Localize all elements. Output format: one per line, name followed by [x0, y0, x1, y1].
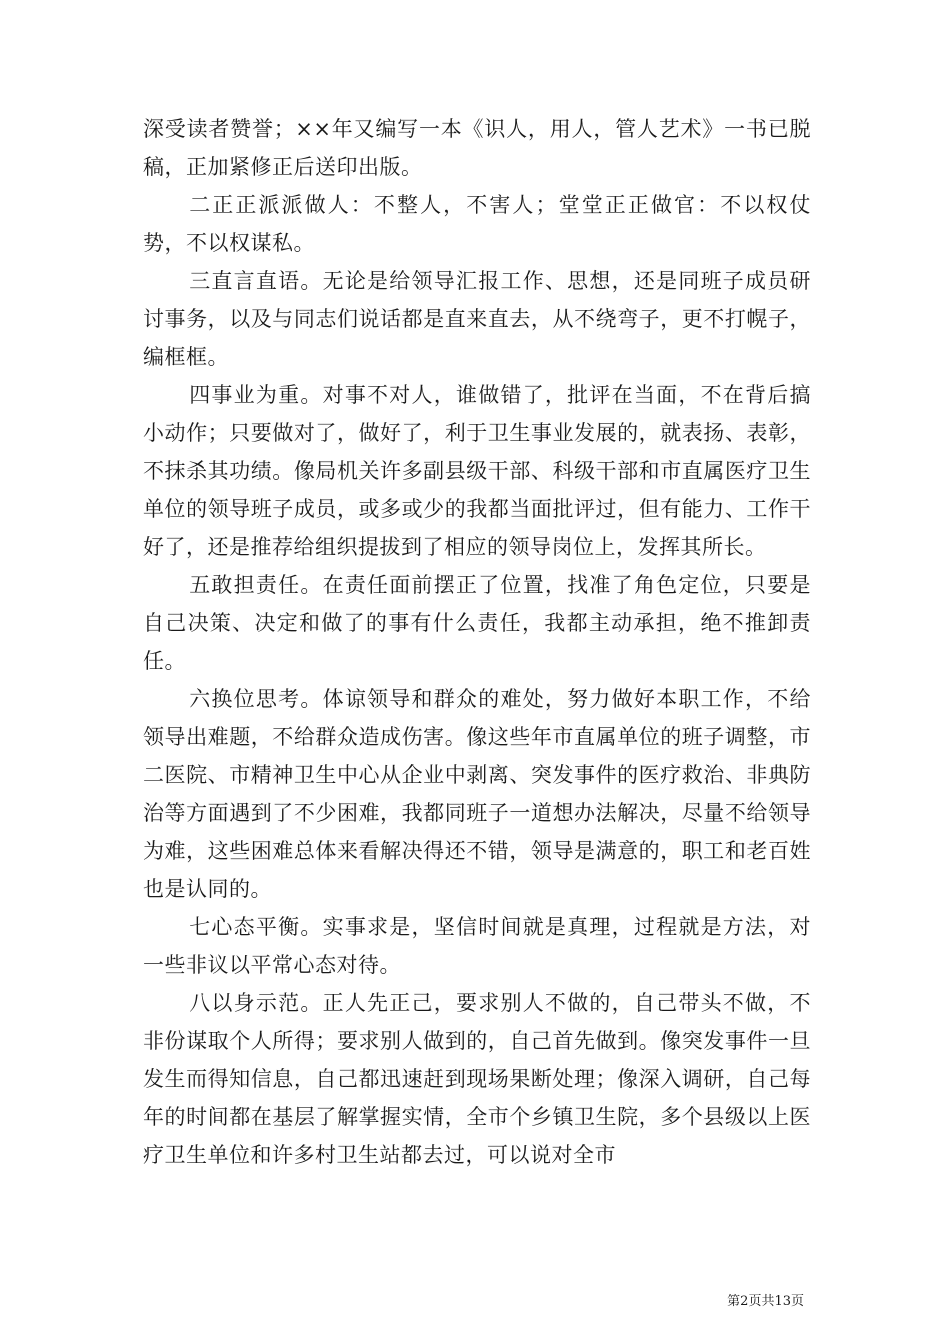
- paragraph-item-3: 三直言直语。无论是给领导汇报工作、思想，还是同班子成员研讨事务，以及与同志们说话都是直来直去，从不绕弯子，更不打幌子，编框框。: [143, 269, 811, 369]
- page-number-footer: 第2页共13页: [727, 1294, 804, 1309]
- paragraph-item-8: 八以身示范。正人先正己，要求别人不做的，自己带头不做，不非份谋取个人所得；要求别人做到的，自己首先做到。像突发事件一旦发生而得知信息，自己都迅速赶到现场果断处理；像深入调研，自己每年的时间都在基层了解掌握实情，全市个乡镇卫生院，多个县级以上医疗卫生单位和许多村卫生站都去过，可以说对全市: [143, 991, 811, 1167]
- paragraph-item-2: 二正正派派做人：不整人，不害人；堂堂正正做官：不以权仗势，不以权谋私。: [143, 193, 811, 255]
- document-body: [143, 110, 811, 1174]
- paragraph-item-5: 五敢担责任。在责任面前摆正了位置，找准了角色定位，只要是自己决策、决定和做了的事有什么责任，我都主动承担，绝不推卸责任。: [143, 573, 811, 673]
- paragraph-continued: 深受读者赞誉；××年又编写一本《识人，用人，管人艺术》一书已脱稿，正加紧修正后送印出版。: [143, 117, 811, 179]
- paragraph-item-4: 四事业为重。对事不对人，谁做错了，批评在当面，不在背后搞小动作；只要做对了，做好了，利于卫生事业发展的，就表扬、表彰，不抹杀其功绩。像局机关许多副县级干部、科级干部和市直属医疗卫生单位的领导班子成员，或多或少的我都当面批评过，但有能力、工作干好了，还是推荐给组织提拔到了相应的领导岗位上，发挥其所长。: [143, 383, 811, 559]
- paragraph-item-6: 六换位思考。体谅领导和群众的难处，努力做好本职工作，不给领导出难题，不给群众造成伤害。像这些年市直属单位的班子调整，市二医院、市精神卫生中心从企业中剥离、突发事件的医疗救治、非典防治等方面遇到了不少困难，我都同班子一道想办法解决，尽量不给领导为难，这些困难总体来看解决得还不错，领导是满意的，职工和老百姓也是认同的。: [143, 687, 811, 901]
- paragraph-item-7: 七心态平衡。实事求是，坚信时间就是真理，过程就是方法，对一些非议以平常心态对待。: [143, 915, 811, 977]
